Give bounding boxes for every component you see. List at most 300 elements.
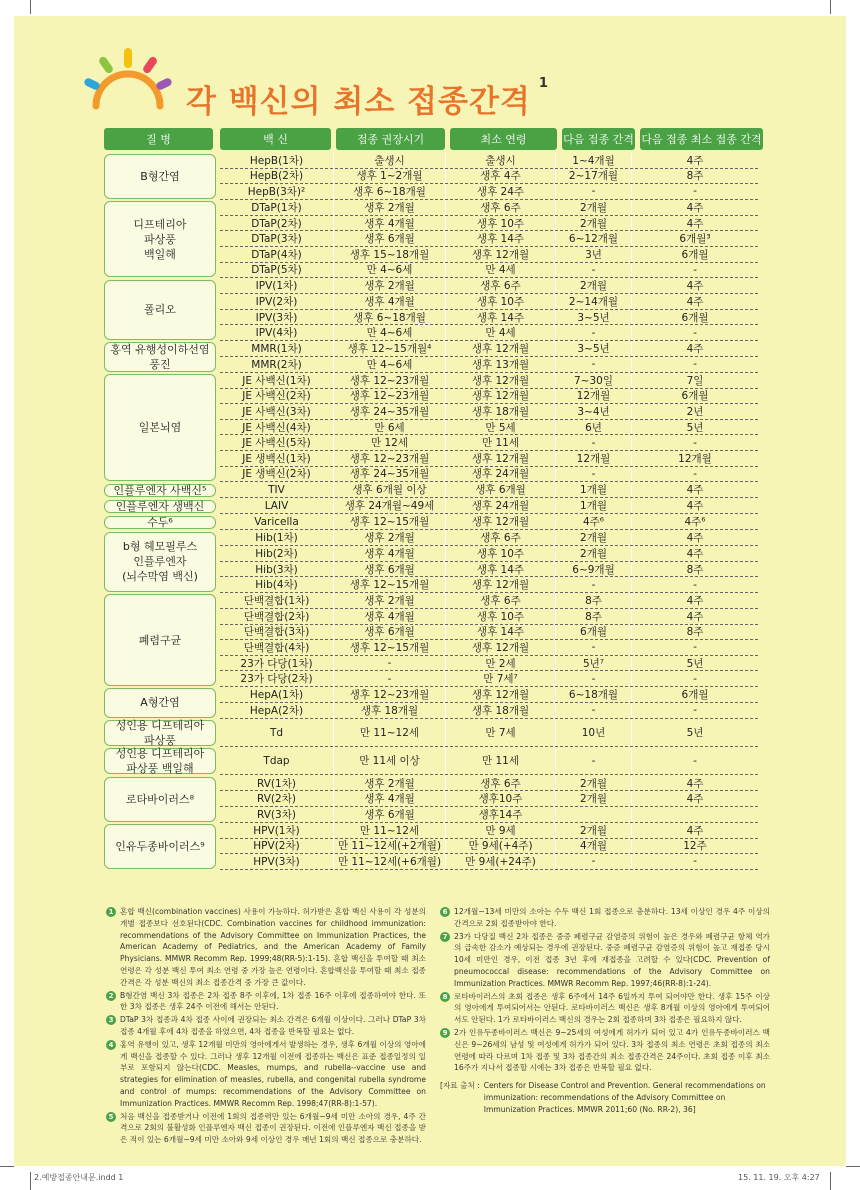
- table-cell: 만 9세(+4주): [446, 839, 556, 854]
- table-row: [220, 279, 758, 295]
- table-row: [220, 435, 758, 451]
- table-cell: -: [556, 467, 632, 482]
- table-cell: 생후 2개월: [334, 593, 446, 608]
- table-cell: 출생시: [446, 153, 556, 168]
- table-cell: 생후 4개월: [334, 294, 446, 309]
- table-cell: -: [556, 263, 632, 278]
- table-cell: 만 6세: [334, 420, 446, 435]
- table-cell: -: [556, 640, 632, 655]
- source-text: Centers for Disease Control and Prevention. General recommendations on immunization: recommendations of the Advisory Committee on Immunization Practices. MMWR 2011;60 (No. RR-2), 36]: [483, 1081, 766, 1114]
- table-cell: 생후 24개월~49세: [334, 499, 446, 514]
- table-row: [220, 200, 758, 216]
- table-cell: Td: [220, 719, 334, 746]
- footnote: [106, 906, 426, 989]
- table-cell: 단백결합(3차): [220, 625, 334, 640]
- table-cell: 생후 14주: [446, 562, 556, 577]
- table-cell: 만 4~6세: [334, 263, 446, 278]
- table-cell: -: [693, 704, 697, 717]
- disease-label: 성인용 디프테리아 파상풍 백일해: [104, 748, 216, 774]
- table-cell: 생후 6~18개월: [334, 310, 446, 325]
- table-cell: 생후 6개월: [334, 562, 446, 577]
- table-cell: JE 사백신(2차): [220, 389, 334, 404]
- table-cell: 생후 6개월: [334, 625, 446, 640]
- table-cell: 생후 12개월: [446, 451, 556, 466]
- table-cell: IPV(3차): [220, 310, 334, 325]
- table-row: [220, 656, 758, 672]
- table-cell: 12주: [683, 840, 707, 853]
- table-cell: HepA(2차): [220, 703, 334, 718]
- table-cell: Hib(3차): [220, 562, 334, 577]
- table-row: [220, 546, 758, 562]
- table-cell: Varicella: [220, 515, 334, 530]
- table-cell: 만 11~12세(+2개월): [334, 839, 446, 854]
- table-cell: 생후 24~35개월: [334, 467, 446, 482]
- table-cell: 6개월: [556, 625, 632, 640]
- table-cell: 생후 15~18개월: [334, 247, 446, 262]
- table-cell: 생후 4개월: [334, 216, 446, 231]
- table-cell: 생후 2개월: [334, 776, 446, 791]
- table-cell: 만 7세⁷: [446, 671, 556, 686]
- table-cell: IPV(2차): [220, 294, 334, 309]
- table-row: [220, 640, 758, 656]
- table-cell: 생후 4개월: [334, 609, 446, 624]
- table-cell: 6개월³: [679, 233, 711, 246]
- table-cell: 2개월: [556, 546, 632, 561]
- footnotes-left: [106, 906, 426, 1147]
- table-row: [220, 791, 758, 807]
- table-cell: 4주: [686, 280, 704, 293]
- table-cell: 생후 14주: [446, 231, 556, 246]
- table-row: [220, 671, 758, 687]
- table-cell: LAIV: [220, 499, 334, 514]
- table-cell: -: [556, 577, 632, 592]
- table-cell: 만 4~6세: [334, 357, 446, 372]
- table-cell: 생후 12개월: [446, 577, 556, 592]
- table-row: [220, 467, 758, 483]
- table-cell: -: [693, 326, 697, 339]
- table-cell: 23가 다당(1차): [220, 656, 334, 671]
- footnote: [106, 1039, 426, 1110]
- table-cell: 2개월: [556, 791, 632, 806]
- disease-label: 수두⁶: [104, 516, 216, 530]
- table-cell: 생후 10주: [446, 546, 556, 561]
- crop-mark: [830, 0, 831, 14]
- table-cell: 생후 6주: [446, 279, 556, 294]
- table-cell: 1개월: [556, 499, 632, 514]
- table-cell: 4주⁶: [684, 516, 706, 529]
- table-row: [220, 854, 758, 870]
- table-header: 접종 권장시기: [336, 128, 445, 150]
- table-row: [220, 389, 758, 405]
- table-cell: Hib(2차): [220, 546, 334, 561]
- table-cell: 생후 6주: [446, 593, 556, 608]
- table-cell: 생후 13개월: [446, 357, 556, 372]
- table-cell: 7~30일: [556, 373, 632, 388]
- table-cell: 5년: [686, 421, 704, 434]
- table-cell: -: [556, 184, 632, 199]
- table-cell: 생후14주: [446, 807, 556, 822]
- table-cell: 8주: [686, 170, 704, 183]
- table-cell: HepB(2차): [220, 169, 334, 184]
- table-cell: 만 4~6세: [334, 325, 446, 340]
- table-row: [220, 531, 758, 547]
- table-cell: 생후 12개월: [446, 515, 556, 530]
- table-cell: 생후 24~35개월: [334, 404, 446, 419]
- table-cell: 만 11세: [446, 747, 556, 774]
- table-row: [220, 247, 758, 263]
- footnote-number: 2: [106, 991, 116, 1001]
- table-row: [220, 420, 758, 436]
- table-cell: 4주: [686, 217, 704, 230]
- disease-label: 폴리오: [104, 280, 216, 340]
- crop-mark: [830, 1172, 831, 1190]
- disease-label: 인플루엔자 생백신: [104, 500, 216, 514]
- table-cell: 6~12개월: [556, 231, 632, 246]
- table-cell: 생후 6개월: [334, 807, 446, 822]
- footnote-number: 8: [440, 992, 450, 1002]
- table-cell: 생후 6주: [446, 200, 556, 215]
- table-cell: 12개월: [556, 389, 632, 404]
- table-cell: -: [693, 185, 697, 198]
- table-cell: [632, 807, 758, 822]
- table-cell: 만 9세(+24주): [446, 854, 556, 869]
- table-cell: 생후 12~23개월: [334, 687, 446, 702]
- table-cell: DTaP(4차): [220, 247, 334, 262]
- footnote-text: 2가 인유두종바이러스 백신은 9~25세의 여성에게 허가가 되어 있고 4가 인유두종바이러스 백신은 9~26세의 남성 및 여성에게 허가가 되어 있다. 3차 접종의 최소 연령은 초회 접종의 최소 연령에 따라 다르며 1차 접종 및 3차 접종간의 최소 접종간격은 24주이다. 초회 접종 이후 최소 16주가 지나서 접종할 시에는 3차 접종은 반복할 필요 없다.: [454, 1027, 770, 1073]
- table-cell: 4개월: [556, 839, 632, 854]
- table-row: [220, 483, 758, 499]
- table-row: [220, 373, 758, 389]
- source-label: [자료 출처 :: [440, 1081, 480, 1091]
- footnote-text: 12개월~13세 미만의 소아는 수두 백신 1회 접종으로 충분하다. 13세 이상인 경우 4주 이상의 간격으로 2회 접종받아야 한다.: [454, 907, 770, 928]
- table-cell: 생후 4주: [446, 169, 556, 184]
- table-cell: 8주: [556, 609, 632, 624]
- table-cell: MMR(2차): [220, 357, 334, 372]
- table-cell: 3~4년: [556, 404, 632, 419]
- footnote-number: 9: [440, 1028, 450, 1038]
- table-row: [220, 839, 758, 855]
- table-cell: 5년⁷: [556, 656, 632, 671]
- footnote-number: 5: [106, 1112, 116, 1122]
- table-row: [220, 719, 758, 747]
- footnote: [440, 906, 770, 930]
- footnote-text: 홍역 유행이 있고, 생후 12개월 미만의 영아에게서 발생하는 경우, 생후 6개월 이상의 영아에게 백신을 접종할 수 있다. 그러나 생후 12개월 이전에 접종하는 백신은 표준 접종일정의 일부로 포함되지 않는다(CDC. Measles, mumps, and rubella--vaccine use and strategies for elimination of measles, rubella, and congenital rubella syndrome and control of mumps: recommendations of the Advisory Committee on Immunization Practices. MMWR Recomm Rep. 1998;47(RR-8):1-57).: [120, 1039, 426, 1108]
- table-cell: -: [693, 754, 697, 767]
- table-cell: 생후 12개월: [446, 341, 556, 356]
- table-row: [220, 562, 758, 578]
- table-row: [220, 404, 758, 420]
- table-cell: [556, 807, 632, 822]
- disease-label: 로타바이러스⁸: [104, 777, 216, 822]
- crop-mark: [0, 1166, 14, 1167]
- table-cell: HPV(3차): [220, 854, 334, 869]
- table-cell: -: [556, 325, 632, 340]
- table-cell: 4주: [686, 484, 704, 497]
- table-cell: -: [693, 467, 697, 480]
- table-cell: 3~5년: [556, 341, 632, 356]
- table-cell: -: [556, 671, 632, 686]
- footnote: [440, 1027, 770, 1074]
- table-cell: 단백결합(1차): [220, 593, 334, 608]
- table-row: [220, 216, 758, 232]
- table-cell: HepB(1차): [220, 153, 334, 168]
- table-cell: -: [334, 656, 446, 671]
- table-cell: 생후 6개월: [334, 231, 446, 246]
- table-cell: -: [556, 854, 632, 869]
- table-row: [220, 231, 758, 247]
- table-cell: 6~9개월: [556, 562, 632, 577]
- table-header: 백 신: [220, 128, 331, 150]
- table-cell: 2~17개월: [556, 169, 632, 184]
- footnote: [106, 990, 426, 1014]
- table-cell: 4주: [686, 777, 704, 790]
- footnote-text: B형간염 백신 3차 접종은 2차 접종 8주 이후에, 1차 접종 16주 이후에 접종하여야 한다. 또한 3차 접종은 생후 24주 이전에 해서는 안된다.: [120, 990, 426, 1012]
- table-cell: MMR(1차): [220, 341, 334, 356]
- table-cell: 생후 12~15개월: [334, 515, 446, 530]
- table-header: 다음 접종 간격: [562, 128, 635, 150]
- table-cell: 생후 24개월: [446, 499, 556, 514]
- crop-mark: [846, 1166, 860, 1167]
- footnote: [440, 991, 770, 1026]
- table-cell: -: [693, 855, 697, 868]
- table-cell: 생후 24주: [446, 184, 556, 199]
- table-cell: DTaP(5차): [220, 263, 334, 278]
- table-cell: 만 11~12세: [334, 719, 446, 746]
- table-cell: -: [693, 436, 697, 449]
- table-cell: 생후 24개월: [446, 467, 556, 482]
- table-cell: 4주: [686, 595, 704, 608]
- table-cell: 생후 12개월: [446, 247, 556, 262]
- table-row: [220, 515, 758, 531]
- crop-mark: [30, 0, 31, 14]
- table-cell: HepB(3차)²: [220, 184, 334, 199]
- table-cell: -: [556, 747, 632, 774]
- table-cell: 6개월: [681, 689, 709, 702]
- table-cell: 생후 10주: [446, 216, 556, 231]
- table-cell: 생후 12개월: [446, 373, 556, 388]
- table-cell: 생후 6주: [446, 776, 556, 791]
- table-cell: 만 11~12세(+6개월): [334, 854, 446, 869]
- table-row: [220, 499, 758, 515]
- table-cell: 4주: [686, 500, 704, 513]
- table-cell: Hib(4차): [220, 577, 334, 592]
- page-title: 각 백신의 최소 접종간격$^1$: [186, 75, 549, 120]
- table-cell: 생후 6개월 이상: [334, 483, 446, 498]
- table-row: [220, 823, 758, 839]
- footnote-number: 6: [440, 907, 450, 917]
- disease-label: b형 헤모필루스 인플루엔자 (뇌수막염 백신): [104, 532, 216, 592]
- table-cell: -: [693, 263, 697, 276]
- table-cell: 4주: [686, 343, 704, 356]
- table-cell: -: [556, 435, 632, 450]
- table-cell: -: [556, 357, 632, 372]
- table-cell: 1~4개월: [556, 153, 632, 168]
- table-cell: 3년: [556, 247, 632, 262]
- table-cell: RV(3차): [220, 807, 334, 822]
- table-row: [220, 357, 758, 373]
- table-cell: 생후 6주: [446, 531, 556, 546]
- table-cell: IPV(4차): [220, 325, 334, 340]
- table-cell: 생후10주: [446, 791, 556, 806]
- table-cell: 출생시: [334, 153, 446, 168]
- footnote-number: 1: [106, 907, 116, 917]
- footer-filename: 2.예방접종안내문.indd 1: [34, 1173, 124, 1182]
- table-cell: 2개월: [556, 531, 632, 546]
- table-cell: 생후 2개월: [334, 279, 446, 294]
- table-cell: 만 4세: [446, 263, 556, 278]
- table-cell: 생후 12~23개월: [334, 451, 446, 466]
- footnotes-right: [440, 906, 770, 1116]
- table-cell: JE 사백신(1차): [220, 373, 334, 388]
- table-cell: 2개월: [556, 279, 632, 294]
- title-footnote: 1: [538, 75, 549, 91]
- table-cell: 만 12세: [334, 435, 446, 450]
- table-row: [220, 153, 758, 169]
- disease-label: 폐렴구균: [104, 594, 216, 686]
- table-cell: 만 5세: [446, 420, 556, 435]
- table-cell: 23가 다당(2차): [220, 671, 334, 686]
- table-cell: -: [334, 671, 446, 686]
- table-cell: 4주: [686, 547, 704, 560]
- table-cell: HepA(1차): [220, 687, 334, 702]
- table-cell: 생후 12개월: [446, 687, 556, 702]
- table-cell: 만 7세: [446, 719, 556, 746]
- table-cell: DTaP(1차): [220, 200, 334, 215]
- table-cell: -: [556, 703, 632, 718]
- table-cell: 2개월: [556, 776, 632, 791]
- table-cell: 12개월: [678, 452, 712, 465]
- table-cell: 6개월: [681, 248, 709, 261]
- table-cell: 생후 10주: [446, 294, 556, 309]
- table-row: [220, 169, 758, 185]
- footnote-number: 4: [106, 1040, 116, 1050]
- table-cell: 생후 6~18개월: [334, 184, 446, 199]
- table-row: [220, 451, 758, 467]
- disease-label: A형간염: [104, 688, 216, 717]
- table-cell: 6개월: [681, 390, 709, 403]
- table-cell: 생후 12~23개월: [334, 389, 446, 404]
- table-cell: -: [693, 578, 697, 591]
- table-row: [220, 310, 758, 326]
- sun-logo-icon: [84, 44, 172, 114]
- table-header: 질 병: [104, 128, 213, 150]
- source-citation: [440, 1080, 770, 1115]
- table-cell: JE 사백신(4차): [220, 420, 334, 435]
- table-cell: 생후 2개월: [334, 531, 446, 546]
- table-cell: 4주: [686, 154, 704, 167]
- table-cell: 2년: [686, 405, 704, 418]
- table-cell: 6년: [556, 420, 632, 435]
- table-cell: 생후 10주: [446, 609, 556, 624]
- table-cell: 생후 2개월: [334, 200, 446, 215]
- table-cell: 12개월: [556, 451, 632, 466]
- footer-timestamp: 15. 11. 19. 오후 4:27: [738, 1173, 820, 1182]
- table-row: [220, 341, 758, 357]
- table-cell: 8주: [686, 626, 704, 639]
- table-cell: 생후 12~15개월⁴: [334, 341, 446, 356]
- table-row: [220, 263, 758, 279]
- table-row: [220, 325, 758, 341]
- table-cell: 생후 18개월: [334, 703, 446, 718]
- footnote: [106, 1014, 426, 1038]
- table-cell: DTaP(2차): [220, 216, 334, 231]
- table-cell: 생후 18개월: [446, 703, 556, 718]
- table-row: [220, 625, 758, 641]
- disease-label: 일본뇌염: [104, 374, 216, 481]
- table-row: [220, 687, 758, 703]
- table-cell: 만 11세: [446, 435, 556, 450]
- footnote-text: 혼합 백신(combination vaccines) 사용이 가능하다. 허가받은 혼합 백신 사용이 각 성분의 개별 접종보다 선호된다(CDC. Combination vaccines for childhood immunization: recommendations of the Advisory Committee on Immunization Practices, the American Academy of Pediatrics, and the American Academy of Family Physicians. MMWR Recomm Rep. 1999;48(RR-5):1-15). 혼합 백신을 투여할 때 최소 연령은 각 성분 백신 투여 최소 연령 중 가장 높은 연령이다. 혼합백신을 투여할 때 최소 접종간격은 각 성분 백신의 최소 접종간격 중 가장 큰 값이다.: [120, 907, 426, 987]
- table-cell: JE 생백신(2차): [220, 467, 334, 482]
- table-header: 최소 연령: [450, 128, 557, 150]
- table-row: [220, 776, 758, 792]
- table-cell: 6개월: [681, 311, 709, 324]
- table-cell: 만 4세: [446, 325, 556, 340]
- table-row: [220, 747, 758, 775]
- table-cell: 5년: [686, 727, 704, 739]
- table-cell: JE 사백신(5차): [220, 435, 334, 450]
- table-cell: 생후 14주: [446, 625, 556, 640]
- table-cell: 4주: [686, 793, 704, 806]
- table-cell: 생후 4개월: [334, 791, 446, 806]
- table-cell: 단백결합(4차): [220, 640, 334, 655]
- table-cell: -: [693, 641, 697, 654]
- table-cell: 4주: [686, 824, 704, 837]
- disease-label: B형간염: [104, 154, 216, 199]
- disease-label: 성인용 디프테리아 파상풍: [104, 720, 216, 746]
- table-cell: -: [693, 672, 697, 685]
- table-row: [220, 593, 758, 609]
- table-cell: 4주: [686, 201, 704, 214]
- table-cell: 생후 12~15개월: [334, 640, 446, 655]
- table-cell: DTaP(3차): [220, 231, 334, 246]
- table-cell: 생후 18개월: [446, 404, 556, 419]
- table-cell: 8주: [556, 593, 632, 608]
- footnote-number: 7: [440, 932, 450, 942]
- footnote-text: 23가 다당질 백신 2차 접종은 중증 폐렴구균 감염증의 위험이 높은 경우와 폐렴구균 항체 역가의 급속한 감소가 예상되는 경우에 권장된다. 중증 폐렴구균 감염증의 위험이 높고 재접종 당시 10세 미만인 경우, 이전 접종 3년 후에 재접종을 고려할 수 있다(CDC. Prevention of pneumococcal disease: recommendations of the Advisory Committee on Immunization Practices. MMWR Recomm Rep. 1997;46(RR-8):1-24).: [454, 931, 770, 988]
- disease-label: 디프테리아 파상풍 백일해: [104, 201, 216, 277]
- table-cell: 4주: [686, 295, 704, 308]
- table-cell: JE 생백신(1차): [220, 451, 334, 466]
- table-header: 다음 접종 최소 접종 간격: [640, 128, 763, 150]
- disease-label: 인유두종바이러스⁹: [104, 824, 216, 869]
- table-cell: 8주: [686, 563, 704, 576]
- table-cell: HPV(1차): [220, 823, 334, 838]
- table-cell: 10년: [556, 719, 632, 746]
- footnote-text: 처음 백신을 접종받거나 이전에 1회의 접종력만 있는 6개월~9세 미만 소아의 경우, 4주 간격으로 2회의 불활성화 인플루엔자 백신 접종이 권장된다. 이전에 인플루엔자 백신 접종을 받은 적이 있는 6개월~9세 미만 소아와 9세 이상인 경우 매년 1회의 백신 접종으로 충분하다.: [120, 1111, 426, 1145]
- table-cell: 단백결합(2차): [220, 609, 334, 624]
- table-cell: 2개월: [556, 200, 632, 215]
- table-cell: 생후 14주: [446, 310, 556, 325]
- table-cell: 생후 12~15개월: [334, 577, 446, 592]
- table-cell: 2개월: [556, 216, 632, 231]
- table-row: [220, 703, 758, 719]
- table-cell: 2개월: [556, 823, 632, 838]
- table-cell: 4주: [686, 532, 704, 545]
- disease-label: 인플루엔자 사백신⁵: [104, 484, 216, 498]
- table-row: [220, 609, 758, 625]
- table-row: [220, 184, 758, 200]
- table-cell: 만 11세 이상: [334, 747, 446, 774]
- table-cell: 생후 12~23개월: [334, 373, 446, 388]
- table-cell: JE 사백신(3차): [220, 404, 334, 419]
- table-cell: 5년: [686, 657, 704, 670]
- table-row: [220, 294, 758, 310]
- table-cell: Tdap: [220, 747, 334, 774]
- table-cell: -: [693, 358, 697, 371]
- table-cell: 생후 12개월: [446, 389, 556, 404]
- table-row: [220, 577, 758, 593]
